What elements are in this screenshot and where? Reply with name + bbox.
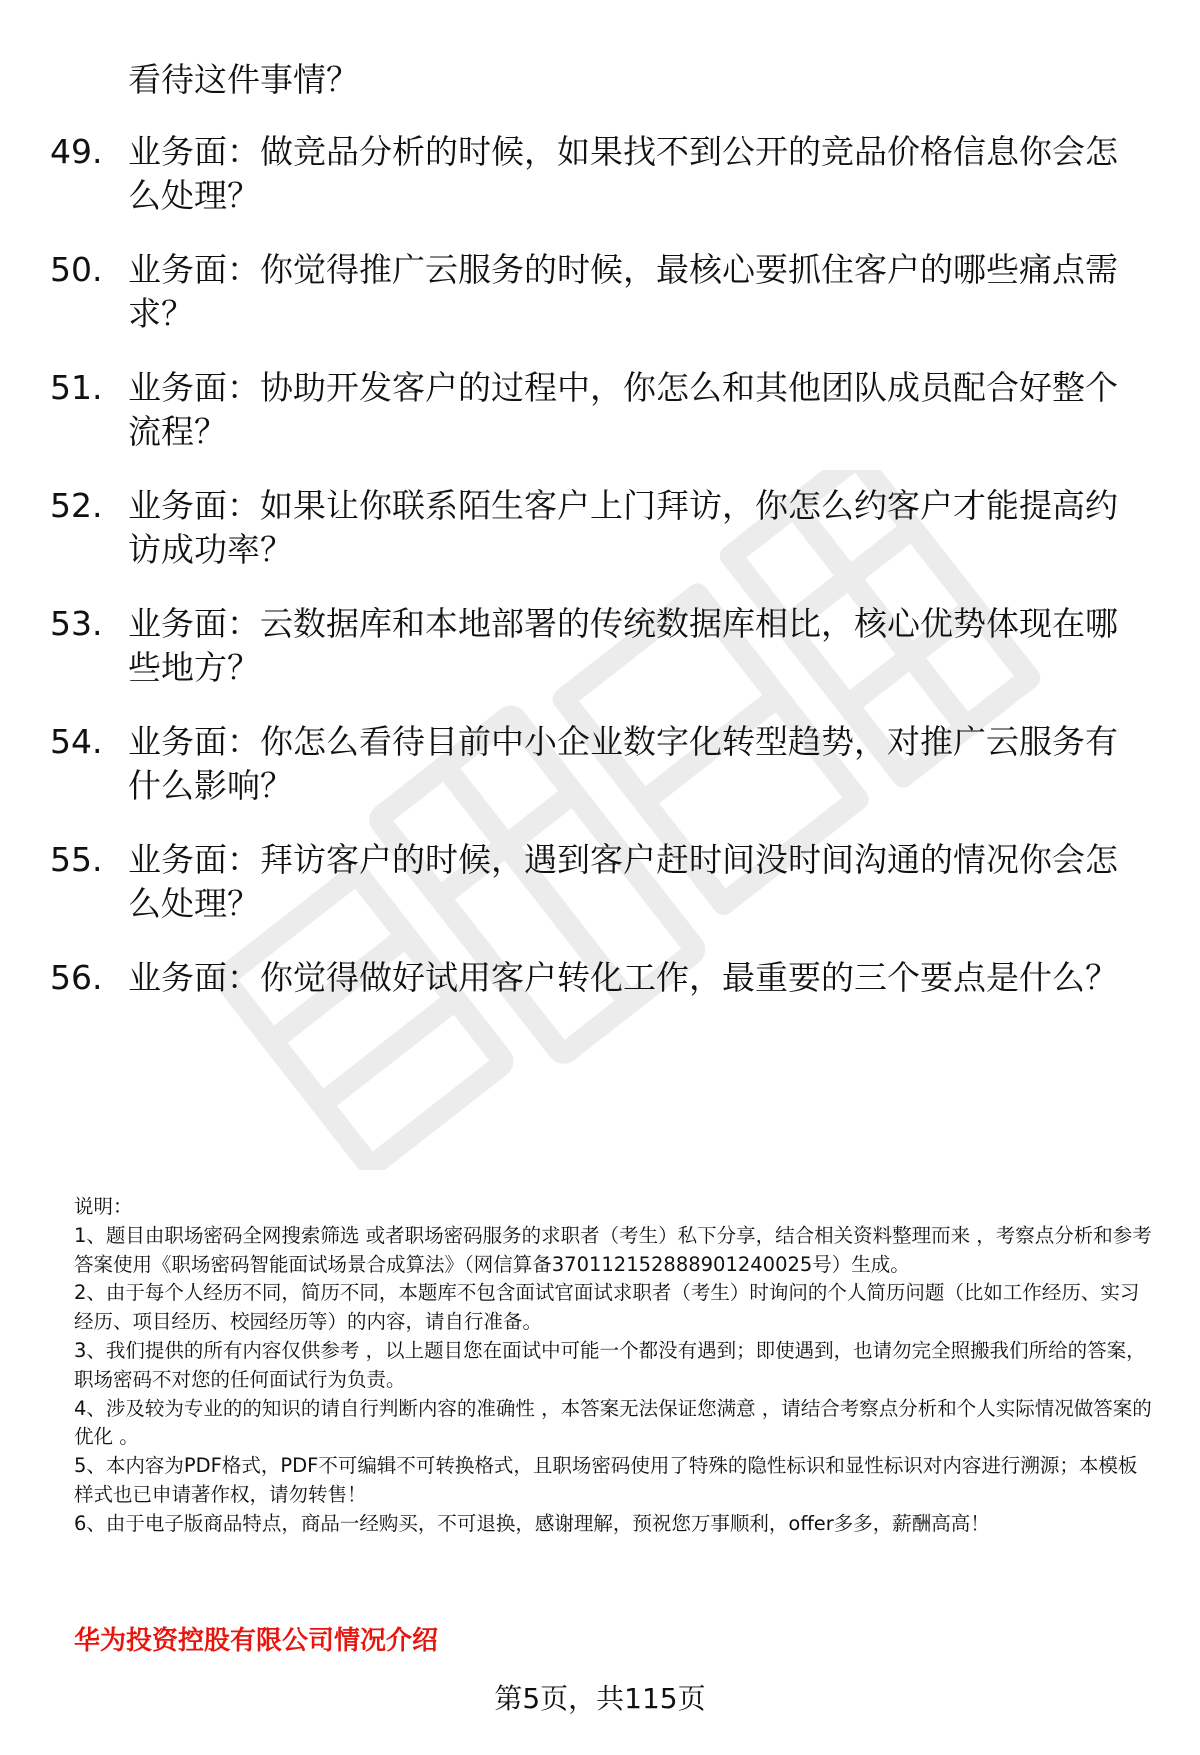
question-text: 业务面：你觉得做好试用客户转化工作，最重要的三个要点是什么？ <box>128 958 1118 997</box>
note-item: 6、由于电子版商品特点，商品一经购买，不可退换，感谢理解，预祝您万事顺利，offer多多，薪酬高高！ <box>74 1511 990 1535</box>
question-number: 51. <box>50 368 103 407</box>
question-text: 业务面：你觉得推广云服务的时候，最核心要抓住客户的哪些痛点需求？ <box>128 250 1118 333</box>
zhichang-mima-watermark-icon <box>170 470 1070 1170</box>
question-text: 业务面：你怎么看待目前中小企业数字化转型趋势，对推广云服务有什么影响？ <box>128 722 1118 805</box>
question-continuation: 看待这件事情？ <box>128 60 359 99</box>
note-item: 5、本内容为PDF格式，PDF不可编辑不可转换格式，且职场密码使用了特殊的隐性标识和显性标识对内容进行溯源；本模板样式也已申请著作权，请勿转售！ <box>74 1454 1138 1506</box>
question-text: 业务面：云数据库和本地部署的传统数据库相比，核心优势体现在哪些地方？ <box>128 604 1118 687</box>
question-number: 50. <box>50 250 103 289</box>
note-item: 1、题目由职场密码全网搜索筛选 或者职场密码服务的求职者（考生）私下分享，结合相关资料整理而来 ，考察点分析和参考答案使用《职场密码智能面试场景合成算法》（网信算备370112152888901240025号）生成。 <box>74 1223 1152 1276</box>
company-intro-link[interactable]: 华为投资控股有限公司情况介绍 <box>74 1626 439 1656</box>
disclaimer-notes <box>74 1193 1154 1539</box>
notes-heading: 说明： <box>74 1195 133 1218</box>
note-item: 3、我们提供的所有内容仅供参考 ，以上题目您在面试中可能一个都没有遇到；即使遇到，也请勿完全照搬我们所给的答案，职场密码不对您的任何面试行为负责。 <box>74 1338 1146 1391</box>
question-text: 业务面：协助开发客户的过程中，你怎么和其他团队成员配合好整个流程？ <box>128 368 1118 451</box>
question-text: 业务面：做竞品分析的时候，如果找不到公开的竞品价格信息你会怎么处理？ <box>128 132 1118 215</box>
question-number: 49. <box>50 132 103 171</box>
question-text: 业务面：如果让你联系陌生客户上门拜访，你怎么约客户才能提高约访成功率？ <box>128 486 1118 569</box>
question-number: 52. <box>50 486 103 525</box>
note-item: 4、涉及较为专业的的知识的请自行判断内容的准确性 ，本答案无法保证您满意 ，请结合考察点分析和个人实际情况做答案的优化 。 <box>74 1396 1152 1449</box>
page-number: 第5页，共115页 <box>494 1682 706 1715</box>
note-item: 2、由于每个人经历不同，简历不同，本题库不包含面试官面试求职者（考生）时询问的个人简历问题（比如工作经历、实习经历、项目经历、校园经历等）的内容，请自行准备。 <box>74 1281 1140 1334</box>
question-number: 55. <box>50 840 103 879</box>
question-number: 56. <box>50 958 103 997</box>
question-number: 53. <box>50 604 103 643</box>
question-number: 54. <box>50 722 103 761</box>
question-text: 业务面：拜访客户的时候，遇到客户赶时间没时间沟通的情况你会怎么处理？ <box>128 840 1118 923</box>
